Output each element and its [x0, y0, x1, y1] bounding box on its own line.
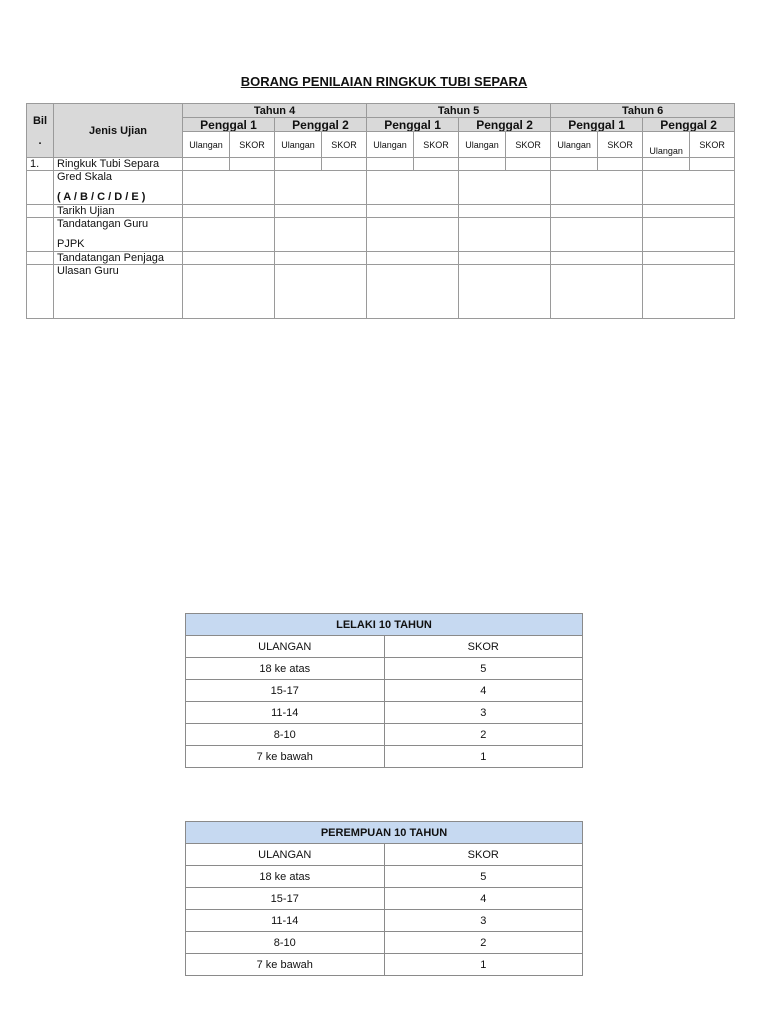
skor-cell: 3 — [384, 910, 583, 932]
entry-cell[interactable] — [367, 158, 414, 171]
sub-header-ulangan: Ulangan — [551, 132, 598, 158]
jenis-ujian-header: Jenis Ujian — [54, 104, 183, 158]
col-header-skor: SKOR — [384, 636, 583, 658]
entry-cell[interactable] — [643, 218, 735, 252]
row-label-gred-skala: Gred Skala ( A / B / C / D / E ) — [54, 171, 183, 205]
lelaki-score-table — [185, 613, 583, 768]
sub-header-skor: SKOR — [322, 132, 367, 158]
entry-cell[interactable] — [459, 218, 551, 252]
bil-cell — [27, 265, 54, 319]
entry-cell[interactable] — [551, 265, 643, 319]
ulangan-cell: 15-17 — [186, 680, 385, 702]
table-row — [27, 252, 735, 265]
entry-cell[interactable] — [322, 158, 367, 171]
entry-cell[interactable] — [551, 205, 643, 218]
bil-cell — [27, 171, 54, 205]
skor-cell: 5 — [384, 866, 583, 888]
ulangan-cell: 18 ke atas — [186, 866, 385, 888]
ulangan-cell: 15-17 — [186, 888, 385, 910]
page-title: BORANG PENILAIAN RINGKUK TUBI SEPARA — [240, 74, 528, 89]
penggal-header: Penggal 2 — [459, 118, 551, 132]
entry-cell[interactable] — [367, 171, 459, 205]
ulangan-cell: 8-10 — [186, 724, 385, 746]
row-label-ulasan-guru: Ulasan Guru — [54, 265, 183, 319]
sub-header-ulangan: Ulangan — [459, 132, 506, 158]
entry-cell[interactable] — [690, 158, 735, 171]
row-label-tandatangan-penjaga: Tandatangan Penjaga — [54, 252, 183, 265]
ulangan-cell: 7 ke bawah — [186, 746, 385, 768]
entry-cell[interactable] — [367, 252, 459, 265]
ulangan-cell: 18 ke atas — [186, 658, 385, 680]
table-row — [186, 932, 583, 954]
assessment-form-table — [26, 103, 735, 319]
table-row — [186, 746, 583, 768]
sub-header-skor: SKOR — [598, 132, 643, 158]
entry-cell[interactable] — [459, 205, 551, 218]
ulangan-cell: 11-14 — [186, 702, 385, 724]
entry-cell[interactable] — [459, 171, 551, 205]
entry-cell[interactable] — [643, 205, 735, 218]
year-header-tahun-6: Tahun 6 — [551, 104, 735, 118]
bil-cell: 1. — [27, 158, 54, 171]
entry-cell[interactable] — [459, 252, 551, 265]
skor-cell: 3 — [384, 702, 583, 724]
perempuan-score-table — [185, 821, 583, 976]
entry-cell[interactable] — [275, 158, 322, 171]
entry-cell[interactable] — [598, 158, 643, 171]
entry-cell[interactable] — [459, 158, 506, 171]
col-header-skor: SKOR — [384, 844, 583, 866]
table-row — [186, 724, 583, 746]
table-row — [186, 910, 583, 932]
ulangan-cell: 8-10 — [186, 932, 385, 954]
entry-cell[interactable] — [275, 218, 367, 252]
sub-header-ulangan: Ulangan — [643, 132, 690, 158]
entry-cell[interactable] — [643, 171, 735, 205]
table-row — [27, 158, 735, 171]
entry-cell[interactable] — [643, 252, 735, 265]
year-header-tahun-4: Tahun 4 — [183, 104, 367, 118]
col-header-ulangan: ULANGAN — [186, 844, 385, 866]
bil-header: Bil . — [27, 104, 54, 158]
entry-cell[interactable] — [275, 205, 367, 218]
entry-cell[interactable] — [367, 205, 459, 218]
entry-cell[interactable] — [506, 158, 551, 171]
penggal-header: Penggal 1 — [551, 118, 643, 132]
ulangan-cell: 11-14 — [186, 910, 385, 932]
sub-header-ulangan: Ulangan — [367, 132, 414, 158]
year-header-tahun-5: Tahun 5 — [367, 104, 551, 118]
sub-header-skor: SKOR — [230, 132, 275, 158]
penggal-header: Penggal 1 — [183, 118, 275, 132]
table-row — [186, 888, 583, 910]
entry-cell[interactable] — [367, 265, 459, 319]
row-label-ringkuk: Ringkuk Tubi Separa — [54, 158, 183, 171]
table-row — [186, 866, 583, 888]
entry-cell[interactable] — [183, 158, 230, 171]
skor-cell: 1 — [384, 746, 583, 768]
row-label-tandatangan-guru: Tandatangan Guru PJPK — [54, 218, 183, 252]
entry-cell[interactable] — [643, 265, 735, 319]
entry-cell[interactable] — [183, 218, 275, 252]
entry-cell[interactable] — [551, 252, 643, 265]
penggal-header: Penggal 1 — [367, 118, 459, 132]
col-header-ulangan: ULANGAN — [186, 636, 385, 658]
sub-header-skor: SKOR — [414, 132, 459, 158]
skor-cell: 5 — [384, 658, 583, 680]
table-row — [186, 702, 583, 724]
bil-cell — [27, 218, 54, 252]
table-row — [27, 218, 735, 252]
perempuan-table-title: PEREMPUAN 10 TAHUN — [186, 822, 583, 844]
skor-cell: 4 — [384, 888, 583, 910]
sub-header-ulangan: Ulangan — [183, 132, 230, 158]
bil-cell — [27, 252, 54, 265]
table-row — [186, 680, 583, 702]
entry-cell[interactable] — [183, 205, 275, 218]
entry-cell[interactable] — [551, 171, 643, 205]
entry-cell[interactable] — [275, 252, 367, 265]
skor-cell: 2 — [384, 932, 583, 954]
bil-cell — [27, 205, 54, 218]
ulangan-cell: 7 ke bawah — [186, 954, 385, 976]
entry-cell[interactable] — [643, 158, 690, 171]
row-label-tarikh-ujian: Tarikh Ujian — [54, 205, 183, 218]
table-row — [27, 171, 735, 205]
entry-cell[interactable] — [459, 265, 551, 319]
entry-cell[interactable] — [183, 265, 275, 319]
penggal-header: Penggal 2 — [643, 118, 735, 132]
entry-cell[interactable] — [275, 265, 367, 319]
skor-cell: 1 — [384, 954, 583, 976]
entry-cell[interactable] — [183, 252, 275, 265]
entry-cell[interactable] — [275, 171, 367, 205]
entry-cell[interactable] — [367, 218, 459, 252]
sub-header-skor: SKOR — [506, 132, 551, 158]
entry-cell[interactable] — [551, 158, 598, 171]
skor-cell: 2 — [384, 724, 583, 746]
entry-cell[interactable] — [230, 158, 275, 171]
sub-header-ulangan: Ulangan — [275, 132, 322, 158]
entry-cell[interactable] — [183, 171, 275, 205]
entry-cell[interactable] — [414, 158, 459, 171]
table-row — [27, 265, 735, 319]
sub-header-skor: SKOR — [690, 132, 735, 158]
table-row — [186, 954, 583, 976]
skor-cell: 4 — [384, 680, 583, 702]
table-row — [27, 205, 735, 218]
penggal-header: Penggal 2 — [275, 118, 367, 132]
entry-cell[interactable] — [551, 218, 643, 252]
table-row — [186, 658, 583, 680]
lelaki-table-title: LELAKI 10 TAHUN — [186, 614, 583, 636]
